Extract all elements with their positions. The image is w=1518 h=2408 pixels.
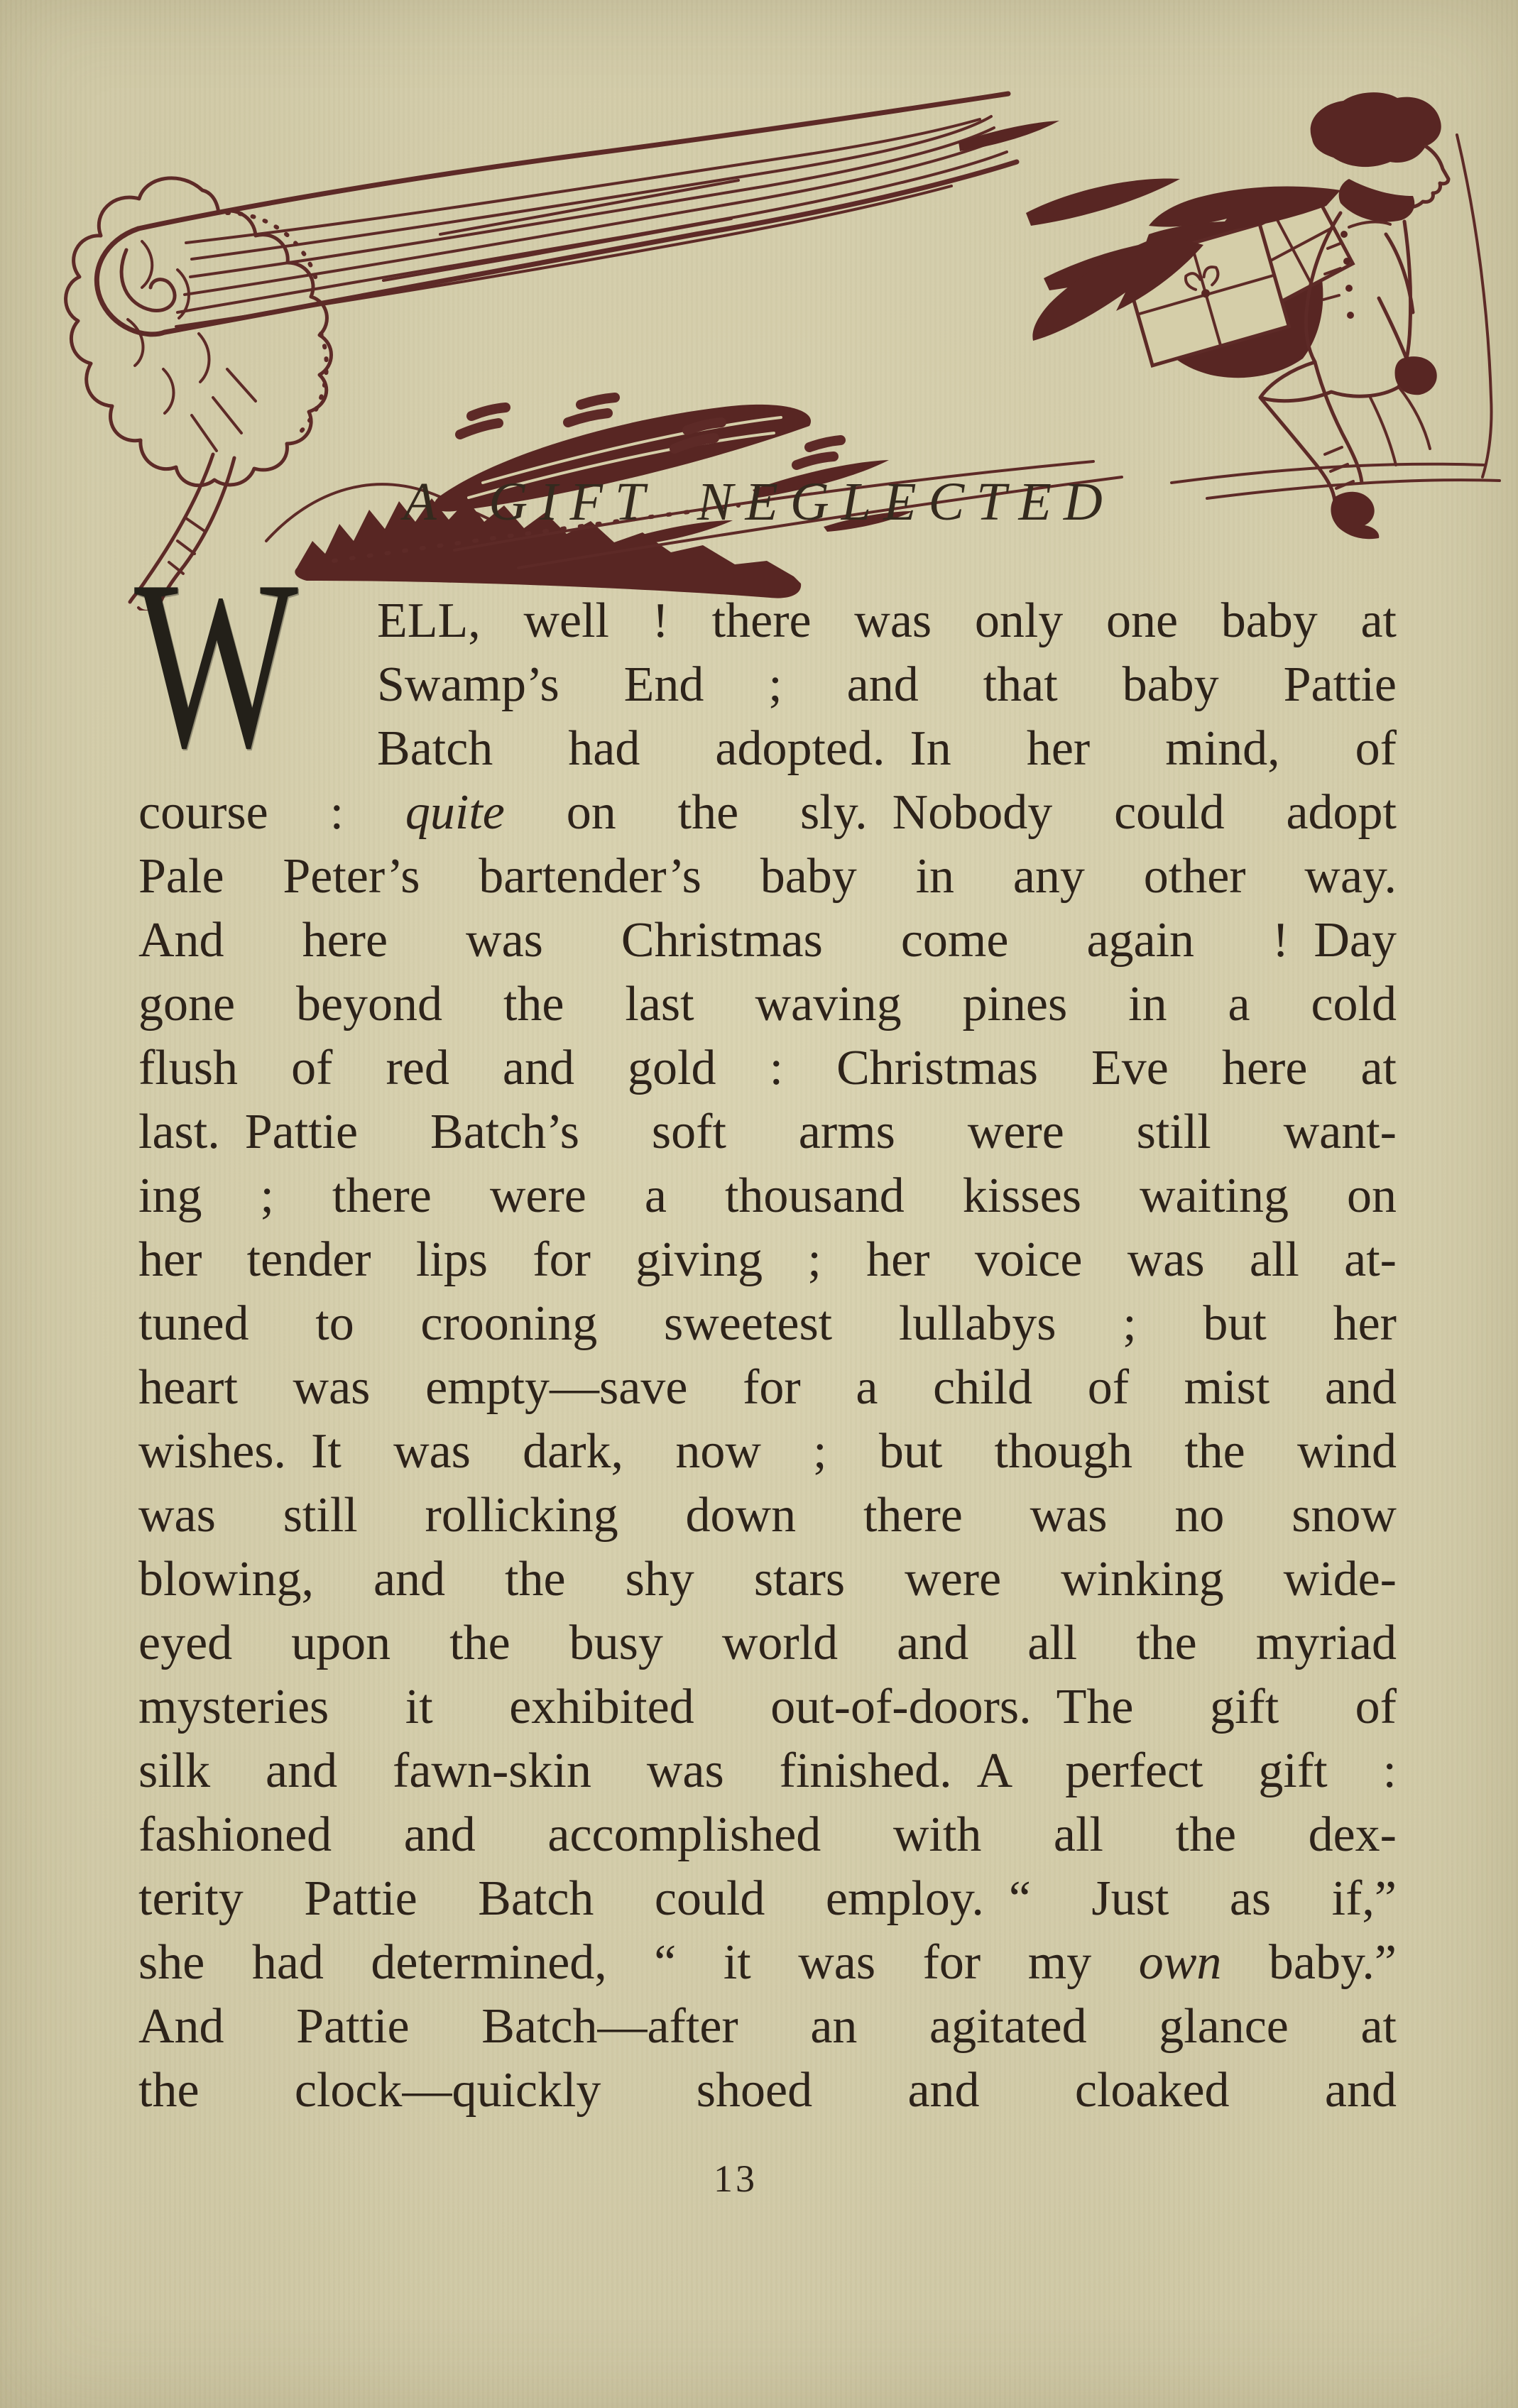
text-line: ELL, well ! there was only one baby at — [377, 593, 1397, 648]
text-line: she had determined, “ it was for my own baby.” — [138, 1935, 1397, 1990]
text-line: was still rollicking down there was no snow — [138, 1488, 1397, 1543]
text-line: tuned to crooning sweetest lullabys ; but her — [138, 1296, 1397, 1351]
chapter-title: A GIFT NEGLECTED — [403, 472, 1115, 532]
body-text — [138, 589, 1397, 2123]
text-line: fashioned and accomplished with all the dex- — [138, 1807, 1397, 1862]
text-line: the clock—quickly shoed and cloaked and — [138, 2063, 1397, 2118]
text-line: course : quite on the sly. Nobody could adopt — [138, 785, 1397, 840]
text-line: eyed upon the busy world and all the myriad — [138, 1616, 1397, 1670]
drop-cap — [134, 530, 307, 798]
text-line: terity Pattie Batch could employ. “ Just as if,” — [138, 1871, 1397, 1926]
text-line: ing ; there were a thousand kisses waiting on — [138, 1169, 1397, 1223]
figure-collar — [1339, 179, 1415, 222]
text-line: Swamp’s End ; and that baby Pattie — [377, 657, 1397, 712]
text-line: blowing, and the shy stars were winking wide- — [138, 1552, 1397, 1607]
text-line: And here was Christmas come again ! Day — [138, 913, 1397, 968]
text-line: wishes. It was dark, now ; but though the wind — [138, 1424, 1397, 1479]
text-line: And Pattie Batch—after an agitated glance at — [138, 1999, 1397, 2054]
text-line: gone beyond the last waving pines in a cold — [138, 977, 1397, 1031]
figure-hair — [1311, 92, 1441, 167]
drop-cap-letter: W — [134, 530, 299, 798]
wind-band-illustration — [97, 94, 1216, 334]
body-text-container — [134, 530, 1397, 2123]
text-line: last. Pattie Batch’s soft arms were still want- — [138, 1105, 1397, 1159]
text-line: her tender lips for giving ; her voice was all at- — [138, 1232, 1397, 1287]
text-line: mysteries it exhibited out-of-doors. The gift of — [138, 1680, 1397, 1734]
text-line: Pale Peter’s bartender’s baby in any other way. — [138, 849, 1397, 904]
page-number: 13 — [714, 2157, 758, 2200]
text-line: Batch had adopted. In her mind, of — [377, 721, 1397, 776]
text-line: silk and fawn-skin was finished. A perfect gift : — [138, 1744, 1397, 1798]
text-line: heart was empty—save for a child of mist and — [138, 1360, 1397, 1415]
text-line: flush of red and gold : Christmas Eve here at — [138, 1041, 1397, 1095]
